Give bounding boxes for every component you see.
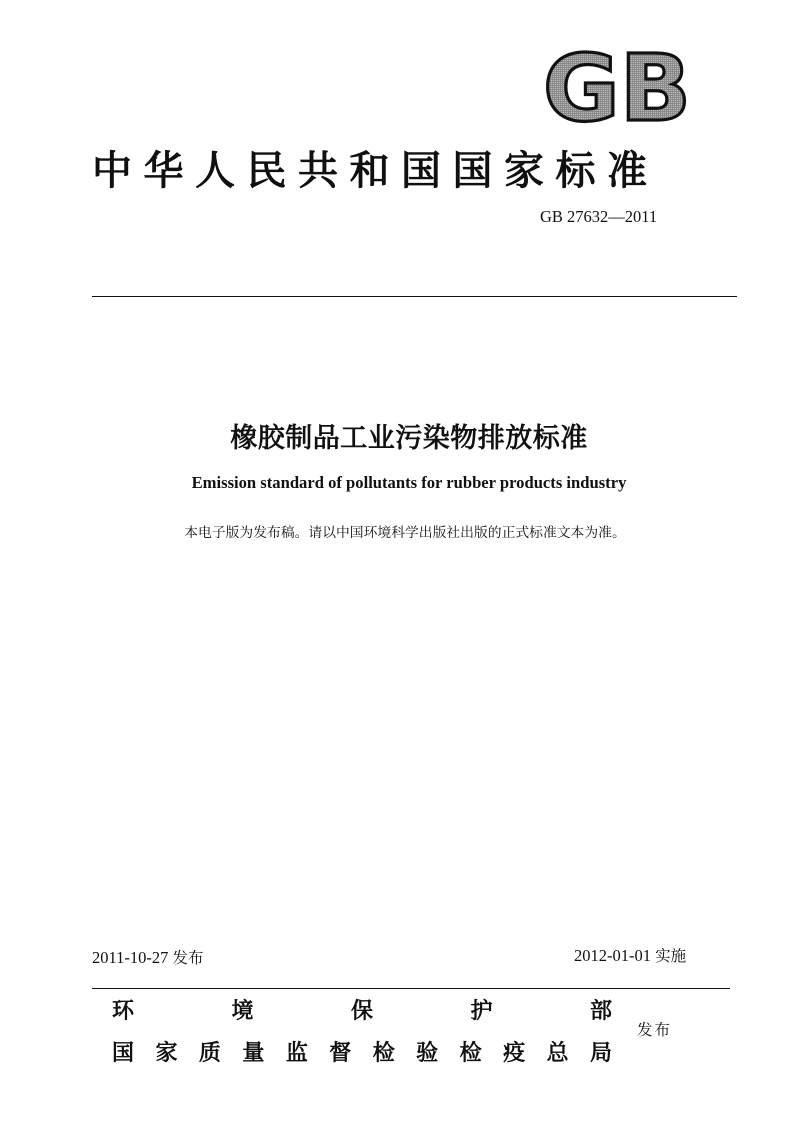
top-divider (92, 296, 737, 297)
issuer-char: 疫 (503, 1041, 526, 1066)
issuer-char: 质 (198, 1041, 221, 1066)
issuer-char: 护 (470, 999, 493, 1024)
issuer-char: 国 (112, 1041, 135, 1066)
implement-label: 实施 (655, 947, 687, 965)
issue-label: 发布 (172, 949, 204, 967)
issue-date-line (92, 946, 204, 970)
issuer-char: 境 (231, 999, 254, 1024)
gb-logo (541, 48, 693, 126)
issue-date: 2011-10-27 (92, 948, 169, 967)
issuer-char: 家 (155, 1041, 178, 1066)
issuer-char: 部 (589, 999, 612, 1024)
issuer-char: 总 (546, 1041, 569, 1066)
edition-notice: 本电子版为发布稿。请以中国环境科学出版社出版的正式标准文本为准。 (184, 525, 626, 541)
issuer-char: 局 (589, 1041, 612, 1066)
issuer-char: 督 (329, 1041, 352, 1066)
standard-header: 中华人民共和国国家标准 (92, 148, 659, 194)
publish-label: 发布 (637, 1021, 673, 1039)
implement-date: 2012-01-01 (574, 946, 651, 965)
issuer-char: 验 (416, 1041, 439, 1066)
document-title-cn: 橡胶制品工业污染物排放标准 (230, 423, 588, 454)
issuer-char: 监 (285, 1041, 308, 1066)
document-title-en: Emission standard of pollutants for rubber products industry (191, 473, 627, 492)
issuer-char: 保 (350, 999, 373, 1024)
issuer-char: 量 (242, 1041, 265, 1066)
gb-logo-lettering: GB (543, 48, 691, 126)
bottom-divider (92, 988, 730, 989)
issuer-aqsiq (112, 1038, 612, 1070)
issuer-char: 检 (372, 1041, 395, 1066)
issuer-ministry-environment (112, 996, 612, 1028)
issuer-char: 环 (112, 999, 135, 1024)
issuer-char: 检 (459, 1041, 482, 1066)
implement-date-line (574, 944, 686, 968)
standard-number: GB 27632—2011 (540, 207, 658, 226)
